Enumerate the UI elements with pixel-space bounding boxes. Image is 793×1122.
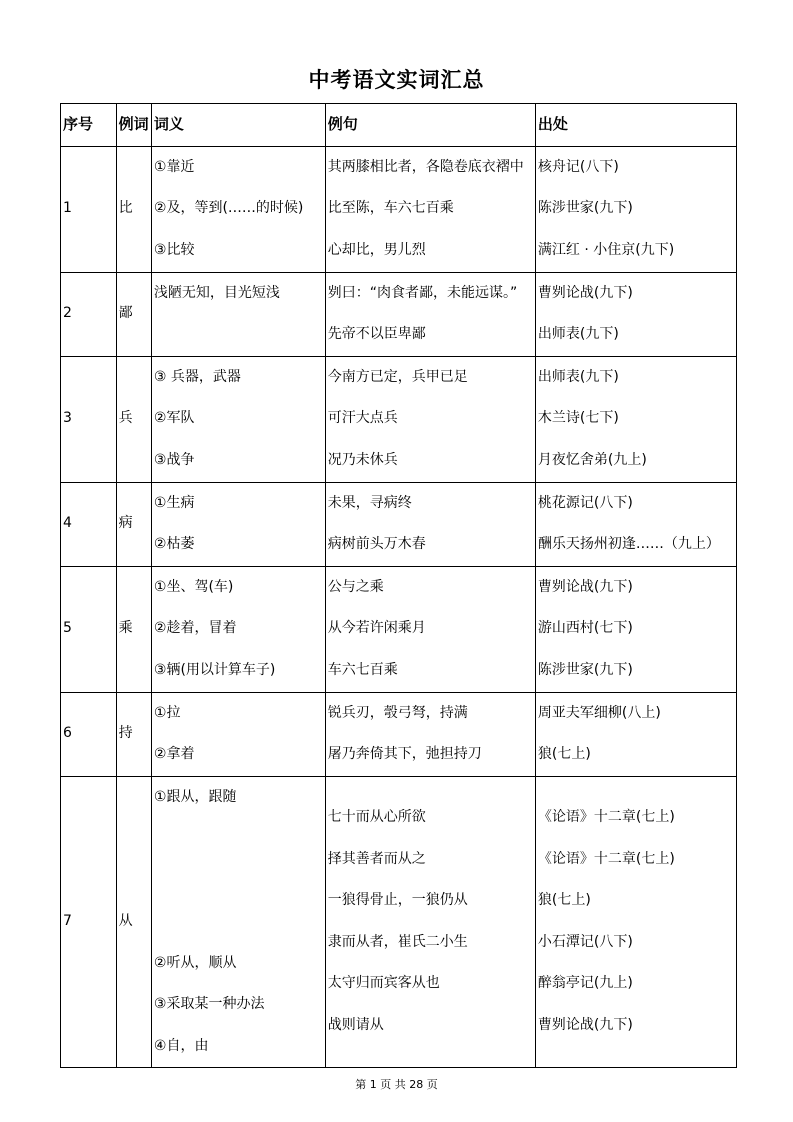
source-cell [535, 356, 736, 482]
example-line: 从今若许闲乘月 [327, 620, 426, 637]
example-line: 今南方已定，兵甲已足 [327, 368, 468, 385]
example-line: 公与之乘 [327, 578, 384, 595]
source-line: 狼(七上) [537, 746, 591, 762]
page-title: 中考语文实词汇总 [308, 68, 485, 92]
meaning-line: ②及，等到(……的时候) [153, 200, 304, 217]
example-line: 择其善者而从之 [327, 850, 426, 867]
meaning-line: ①拉 [153, 704, 181, 721]
source-line: 酬乐天扬州初逢……（九上） [537, 536, 720, 552]
meaning-cell [151, 482, 325, 566]
meaning-cell [151, 356, 325, 482]
meaning-line: 浅陋无知，目光短浅 [153, 284, 280, 301]
table-row [61, 482, 737, 566]
source-cell [535, 272, 736, 356]
meaning-cell [151, 776, 325, 1068]
example-line: 屠乃奔倚其下，弛担持刀 [327, 746, 482, 762]
meaning-line: ②趁着，冒着 [153, 620, 237, 637]
table-row [61, 272, 737, 356]
row-word: 鄙 [116, 272, 151, 356]
meaning-line: ③比较 [153, 241, 195, 258]
source-cell [535, 776, 736, 1068]
table-header-row [61, 104, 737, 147]
source-line: 曹刿论战(九下) [537, 1016, 633, 1033]
example-cell [325, 272, 535, 356]
source-line: 满江红 · 小住京(九下) [537, 241, 675, 258]
example-cell [325, 692, 535, 776]
meaning-line: ③ 兵器，武器 [153, 368, 241, 385]
meaning-line: ③采取某一种办法 [153, 996, 265, 1012]
row-number: 3 [61, 356, 117, 482]
header-example: 例句 [325, 104, 535, 147]
table-row [61, 356, 737, 482]
meaning-cell [151, 272, 325, 356]
row-number: 1 [61, 146, 117, 272]
example-line: 太守归而宾客从也 [327, 975, 440, 992]
table-row [61, 776, 737, 1068]
source-line: 陈涉世家(九下) [537, 200, 633, 217]
source-cell [535, 146, 736, 272]
meaning-line: ④自，由 [153, 1037, 209, 1054]
meaning-line: ②听从，顺从 [153, 954, 237, 971]
example-line: 锐兵刃，彀弓弩，持满 [327, 704, 468, 721]
source-line: 《论语》十二章(七上) [537, 809, 675, 826]
meaning-line [154, 860, 325, 902]
example-line: 况乃未休兵 [327, 451, 398, 468]
meaning-line [154, 901, 325, 943]
row-number: 7 [61, 776, 117, 1068]
example-line: 先帝不以臣卑鄙 [327, 326, 426, 342]
row-word: 兵 [116, 356, 151, 482]
source-line: 曹刿论战(九下) [537, 284, 633, 301]
row-number: 2 [61, 272, 117, 356]
example-line: 比至陈，车六七百乘 [327, 200, 454, 217]
meaning-cell [151, 146, 325, 272]
meaning-line [154, 818, 325, 860]
example-cell [325, 566, 535, 692]
table-row [61, 566, 737, 692]
header-meaning: 词义 [151, 104, 325, 147]
meaning-line: ①坐、驾(车) [153, 578, 234, 595]
example-cell [325, 356, 535, 482]
source-line: 出师表(九下) [537, 326, 619, 342]
example-line: 可汗大点兵 [327, 410, 398, 427]
source-line: 桃花源记(八下) [537, 494, 633, 511]
meaning-cell [151, 692, 325, 776]
meaning-line: ②拿着 [153, 746, 195, 762]
meaning-cell [151, 566, 325, 692]
example-line: 七十而从心所欲 [327, 809, 426, 826]
example-cell [325, 146, 535, 272]
example-cell [325, 776, 535, 1068]
row-number: 6 [61, 692, 117, 776]
source-line: 曹刿论战(九下) [537, 578, 633, 595]
row-number: 5 [61, 566, 117, 692]
meaning-line [154, 314, 325, 356]
example-line: 一狼得骨止，一狼仍从 [327, 892, 468, 909]
meaning-line: ②军队 [153, 410, 195, 427]
source-line: 出师表(九下) [537, 368, 619, 385]
source-line: 月夜忆舍弟(九上) [537, 451, 647, 468]
example-line: 刿曰：“肉食者鄙，未能远谋。” [327, 284, 518, 301]
example-cell [325, 482, 535, 566]
source-line: 醉翁亭记(九上) [537, 975, 633, 992]
source-cell [535, 692, 736, 776]
header-word: 例词 [116, 104, 151, 147]
source-line: 小石潭记(八下) [537, 933, 633, 950]
row-word: 病 [116, 482, 151, 566]
source-line: 游山西村(七下) [537, 620, 633, 637]
row-word: 比 [116, 146, 151, 272]
meaning-line: ①靠近 [153, 158, 195, 175]
meaning-line: ①生病 [153, 494, 195, 511]
source-line: 陈涉世家(九下) [537, 661, 633, 678]
meaning-line: ②枯萎 [153, 536, 195, 552]
example-line: 病树前头万木春 [327, 536, 426, 552]
vocabulary-table [60, 103, 737, 1068]
row-word: 从 [116, 776, 151, 1068]
source-line: 木兰诗(七下) [537, 410, 619, 427]
row-number: 4 [61, 482, 117, 566]
meaning-line: ①跟从，跟随 [153, 788, 237, 805]
header-source: 出处 [535, 104, 736, 147]
meaning-line: ③辆(用以计算车子) [153, 661, 276, 678]
row-word: 持 [116, 692, 151, 776]
example-line: 隶而从者，崔氏二小生 [327, 933, 468, 950]
example-line: 心却比，男儿烈 [327, 241, 426, 258]
source-line: 核舟记(八下) [537, 158, 619, 175]
table-body [61, 146, 737, 1068]
source-cell [535, 566, 736, 692]
table-row [61, 146, 737, 272]
meaning-line: ③战争 [153, 451, 195, 468]
example-line: 其两膝相比者，各隐卷底衣褶中 [327, 158, 524, 175]
source-line: 周亚夫军细柳(八上) [537, 704, 661, 721]
source-line: 狼(七上) [537, 892, 591, 909]
example-line: 未果，寻病终 [327, 494, 412, 511]
source-cell [535, 482, 736, 566]
source-line: 《论语》十二章(七上) [537, 850, 675, 867]
table-row [61, 692, 737, 776]
example-line: 车六七百乘 [327, 661, 398, 678]
header-no: 序号 [61, 104, 117, 147]
page-footer: 第 1 页 共 28 页 [355, 1078, 438, 1091]
example-line: 战则请从 [327, 1016, 384, 1033]
row-word: 乘 [116, 566, 151, 692]
